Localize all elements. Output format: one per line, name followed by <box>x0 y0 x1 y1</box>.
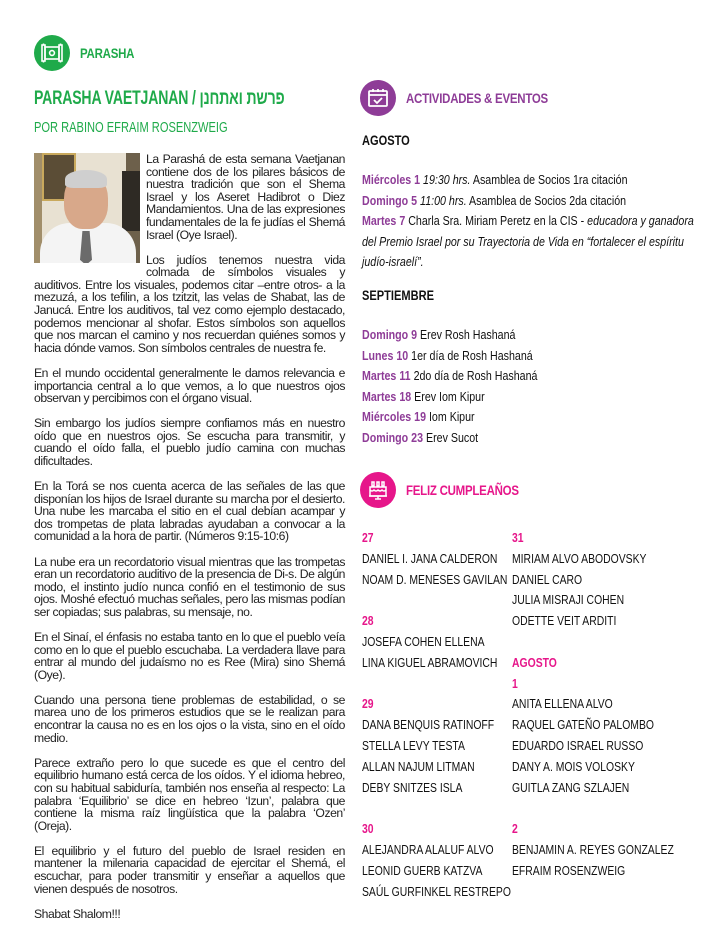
event-text: Iom Kipur <box>428 409 475 424</box>
event-item <box>362 211 711 273</box>
event-day: Miércoles 19 <box>362 409 426 424</box>
birthday-date: 30 <box>362 821 374 837</box>
birthday-name: LINA KIGUEL ABRAMOVICH <box>362 654 498 670</box>
parasha-section-header <box>34 35 146 71</box>
event-item <box>362 428 706 449</box>
event-day: Lunes 10 <box>362 347 409 363</box>
article-title: PARASHA VAETJANAN / פרשת ואתחנן <box>34 88 285 109</box>
birthday-name: EFRAIM ROSENZWEIG <box>512 862 626 878</box>
article-author: POR RABINO EFRAIM ROSENZWEIG <box>34 119 228 136</box>
event-day: Martes 11 <box>362 368 411 383</box>
birthday-name: JULIA MISRAJI COHEN <box>512 592 625 608</box>
birthday-name: BENJAMIN A. REYES GONZALEZ <box>512 841 674 857</box>
event-text: Erev Iom Kipur <box>414 388 485 404</box>
birthday-name: DANIEL CARO <box>512 571 583 587</box>
event-text: Asamblea de Socios 2da citación <box>469 192 627 208</box>
event-day: Martes 7 <box>362 213 406 228</box>
event-text: Charla Sra. Miriam Peretz en la CIS - <box>408 213 585 228</box>
article-paragraph: Cuando una persona tiene problemas de estabilidad, o se marea uno de los primeros estudios que se le realizan para encontrar la causa no es en los ojos o la vista, sino en el oído medio. <box>34 692 345 745</box>
birthday-date: 31 <box>512 530 524 545</box>
article-paragraph: La nube era un recordatorio visual mientras que las trompetas eran un recordatorio auditivo de la presencia de Di-s. De algún modo, el instinto judío nunca confió en el testimonio de sus ojos. Moshé efectuó muchas señales, pero las mismas podían ser copiadas; sus palabras, su mensaje, no. <box>34 554 345 619</box>
event-text: Erev Sucot <box>425 429 479 445</box>
events-list-august <box>362 170 712 273</box>
birthday-name: STELLA LEVY TESTA <box>362 737 465 753</box>
birthday-name: RAQUEL GATEÑO PALOMBO <box>512 717 654 733</box>
article-paragraph: El equilibrio y el futuro del pueblo de Israel residen en mantener la milenaria capacidad de ejercitar el Shemá, el escuchar, para poder transmitir y enseñar a aquellos que vienen después de nosotros. <box>34 843 345 896</box>
birthday-name: MIRIAM ALVO ABODOVSKY <box>512 550 647 566</box>
event-day: Miércoles 1 <box>362 172 421 187</box>
birthdays-right-column <box>512 528 720 882</box>
birthday-name: DANA BENQUIS RATINOFF <box>362 717 495 733</box>
event-time: 11:00 hrs. <box>420 192 467 208</box>
events-list-september <box>362 325 712 448</box>
birthday-date: 27 <box>362 530 374 545</box>
article-paragraph: Los judíos tenemos nuestra vida colmada de símbolos visuales y auditivos. Entre los visuales, podemos citar –entre otros- a la mezuzá, a los tefilin, a los tzitzit, las velas de Shabat, las de Janucá. Entre los auditivos, tal vez como ejemplo destacado, podemos mencionar al shofar. Estos símbolos son aquellos que nos marcan el camino y nos recuerdan quiénes somos y hacia dónde vamos. Son símbolos centrales de nuestra fe. <box>34 252 345 355</box>
event-description: educadora y ganadora del Premio Israel por su Trayectoria de Vida en “fortalecer el espíritu judío-israelí”. <box>362 213 694 269</box>
event-day: Domingo 9 <box>362 327 418 342</box>
birthday-month-heading: AGOSTO <box>512 654 557 670</box>
birthday-name: ALLAN NAJUM LITMAN <box>362 758 475 774</box>
event-time: 19:30 hrs. <box>423 172 471 187</box>
birthday-name: EDUARDO ISRAEL RUSSO <box>512 737 644 753</box>
event-item <box>362 387 706 408</box>
calendar-check-icon <box>360 80 396 116</box>
article-body <box>34 153 345 933</box>
section-label: FELIZ CUMPLEAÑOS <box>406 482 519 498</box>
birthday-name: JOSEFA COHEN ELLENA <box>362 633 485 649</box>
birthday-date: 29 <box>362 696 374 712</box>
section-label: PARASHA <box>80 45 135 61</box>
month-heading: SEPTIEMBRE <box>362 288 434 303</box>
birthday-name: NOAM D. MENESES GAVILAN <box>362 571 508 587</box>
article-paragraph: En el Sinaí, el énfasis no estaba tanto en lo que el pueblo veía como en lo que el pueblo escuchaba. La verdadera llave para entrar al mundo del judaísmo no es Ree (Mira) sino Shemá (Oye). <box>34 630 345 682</box>
event-text: 2do día de Rosh Hashaná <box>413 368 538 383</box>
article-paragraph: En el mundo occidental generalmente le damos relevancia e importancia central a lo que vemos, a lo que nuestros ojos observan y percibimos con el órgano visual. <box>34 365 345 406</box>
article-paragraph: En la Torá se nos cuenta acerca de las señales de las que disponían los hijos de Israel durante su marcha por el desierto. Una nube les marcaba el sitio en el cual debían acampar y dos trompetas de plata labradas ayudaban a convocar a la comunidad a la hora de partir. (Números 9:15-10:6) <box>34 479 345 544</box>
birthday-name: DEBY SNITZES ISLA <box>362 779 463 795</box>
event-day: Martes 18 <box>362 388 412 404</box>
birthday-name: ALEJANDRA ALALUF ALVO <box>362 841 494 857</box>
birthdays-section-header <box>360 472 544 508</box>
event-item <box>362 170 706 191</box>
article-paragraph: La Parashá de esta semana Vaetjanan contiene dos de los pilares básicos de nuestra tradición que son el Shema Israel y los Aseret Hadibrot o Diez Mandamientos. Una de las expresiones fundamentales de la fe judías el Shemá Israel (Oye Israel). <box>146 152 345 242</box>
birthday-date: 1 <box>512 675 518 691</box>
event-item <box>362 346 706 367</box>
event-item <box>362 366 706 387</box>
event-item <box>362 407 706 428</box>
month-heading: AGOSTO <box>362 133 410 148</box>
birthday-date: 28 <box>362 613 374 629</box>
event-text: 1er día de Rosh Hashaná <box>411 347 533 363</box>
birthday-name: DANIEL I. JANA CALDERON <box>362 550 498 566</box>
birthday-name: DANY A. MOIS VOLOSKY <box>512 758 635 774</box>
event-text: Asamblea de Socios 1ra citación <box>472 172 628 187</box>
birthday-name: LEONID GUERB KATZVA <box>362 862 483 878</box>
section-label: ACTIVIDADES & EVENTOS <box>406 90 548 106</box>
article-signoff: Shabat Shalom!!! <box>34 906 121 921</box>
event-item <box>362 325 706 346</box>
event-day: Domingo 5 <box>362 192 418 208</box>
birthday-name: ODETTE VEIT ARDITI <box>512 613 617 629</box>
birthday-date: 2 <box>512 821 518 837</box>
article-paragraph: Parece extraño pero lo que sucede es que el centro del equilibrio humano está cerca de los oídos. Y el idioma hebreo, con su habitual sabiduría, también nos enseña al respecto: La palabra ‘Equilibrio’ se dice en hebreo ‘Izun’, palabra que contiene la misma raíz lingüística que la palabra ‘Ozen’ (Oreja). <box>34 755 345 833</box>
torah-scroll-icon <box>34 35 70 71</box>
birthday-cake-icon <box>360 472 396 508</box>
event-item <box>362 191 706 212</box>
article-paragraph: Sin embargo los judíos siempre confiamos más en nuestro oído que en nuestros ojos. Se escucha para transmitir, y cuando el oído falla, el pueblo judío camina con muchas dificultades. <box>34 416 345 468</box>
birthday-name: GUITLA ZANG SZLAJEN <box>512 779 630 795</box>
author-photo <box>34 153 140 263</box>
activities-section-header <box>360 80 579 116</box>
birthday-name: ANITA ELLENA ALVO <box>512 696 613 712</box>
event-text: Erev Rosh Hashaná <box>420 327 516 342</box>
birthday-name: SAÚL GURFINKEL RESTREPO <box>362 883 511 899</box>
event-day: Domingo 23 <box>362 429 424 445</box>
